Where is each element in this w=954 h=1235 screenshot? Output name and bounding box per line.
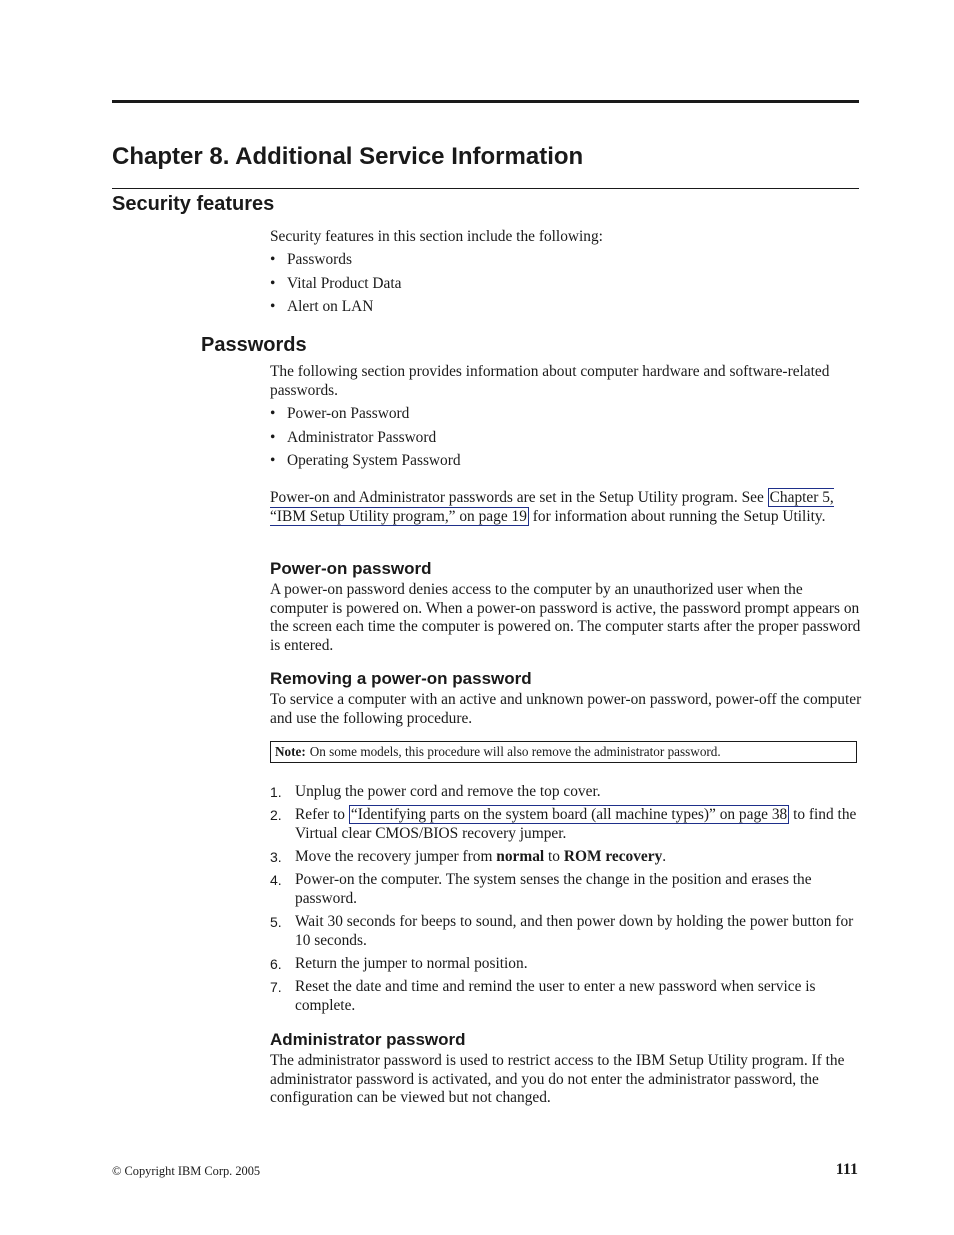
page-number: 111 <box>835 1161 858 1178</box>
section-rule <box>112 188 859 189</box>
note-box <box>270 741 857 763</box>
note-text: On some models, this procedure will also remove the administrator password. <box>309 744 721 759</box>
list-item: • Alert on LAN <box>270 298 374 315</box>
bullet-icon: • <box>270 274 276 292</box>
security-intro: Security features in this section include the following: <box>270 228 603 245</box>
note-label: Note: <box>275 744 306 759</box>
list-item: • Vital Product Data <box>270 274 402 292</box>
list-item: • Power-on Password <box>270 405 410 422</box>
top-rule <box>112 100 859 103</box>
passwords-list <box>270 405 461 476</box>
removing-password-heading: Removing a power-on password <box>270 669 532 688</box>
setup-utility-paragraph: Power-on and Administrator passwords are set in the Setup Utility program. See Chapter 5, “IBM Setup Utility program,” on page 19 for information about running the Setup Utility. <box>270 489 834 525</box>
bullet-icon: • <box>270 405 276 422</box>
power-on-password-heading: Power-on password <box>270 559 432 578</box>
system-board-link[interactable]: “Identifying parts on the system board (all machine types)” on page 38 <box>350 806 788 824</box>
bullet-icon: • <box>270 452 276 469</box>
setup-utility-link[interactable]: Chapter 5, “IBM Setup Utility program,” on page 19 <box>270 489 834 525</box>
list-item: 5. Wait 30 seconds for beeps to sound, and then power down by holding the power button for 10 seconds. <box>270 913 854 949</box>
list-item: • Operating System Password <box>270 452 461 469</box>
removing-password-body: To service a computer with an active and unknown power-on password, power-off the computer and use the following procedure. <box>270 691 862 727</box>
power-on-password-body: A power-on password denies access to the computer by an unauthorized user when the computer is powered on. When a power-on password is active, the password prompt appears on the screen each time the computer is powered on. The computer starts after the proper password is entered. <box>270 581 861 655</box>
list-item: 4. Power-on the computer. The system senses the change in the position and erases the password. <box>270 871 812 908</box>
list-item: 6. Return the jumper to normal position. <box>270 955 528 973</box>
passwords-intro: The following section provides information about computer hardware and software-related passwords. <box>270 363 830 399</box>
administrator-password-heading: Administrator password <box>270 1030 466 1049</box>
chapter-title: Chapter 8. Additional Service Information <box>112 143 584 170</box>
security-features-list <box>270 251 401 322</box>
administrator-password-body: The administrator password is used to restrict access to the IBM Setup Utility program. If the administrator password is activated, and you do not enter the administrator password, the configuration can be viewed but not changed. <box>270 1052 845 1107</box>
bullet-icon: • <box>270 298 276 315</box>
list-item: 1. Unplug the power cord and remove the top cover. <box>270 783 601 800</box>
copyright-footer: © Copyright IBM Corp. 2005 <box>112 1164 261 1178</box>
list-item: • Passwords <box>270 251 352 268</box>
list-item: • Administrator Password <box>270 428 437 446</box>
procedure-steps <box>270 783 860 1020</box>
bullet-icon: • <box>270 428 276 446</box>
security-features-heading: Security features <box>112 193 275 215</box>
list-item: 2. Refer to “Identifying parts on the system board (all machine types)” on page 38 to find the Virtual clear CMOS/BIOS recovery jumper. <box>270 806 857 842</box>
bullet-icon: • <box>270 251 276 268</box>
list-item: 7. Reset the date and time and remind the user to enter a new password when service is complete. <box>270 978 816 1015</box>
list-item: 3. Move the recovery jumper from normal to ROM recovery. <box>270 848 667 866</box>
passwords-heading: Passwords <box>201 334 307 356</box>
